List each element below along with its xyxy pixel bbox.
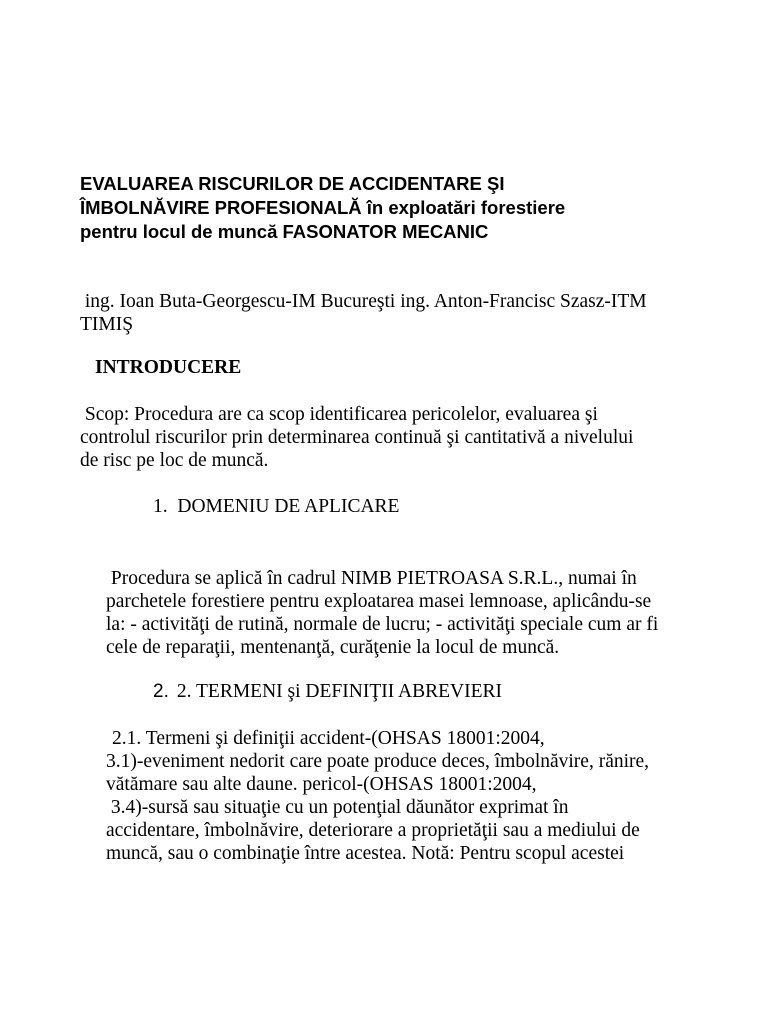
terms-paragraph (106, 727, 746, 865)
section-2-title: 2. TERMENI şi DEFINIŢII ABREVIERI (176, 681, 503, 702)
authors-line: TIMIŞ (80, 314, 134, 335)
title-line: EVALUAREA RISCURILOR DE ACCIDENTARE ŞI (80, 173, 505, 194)
terms-line: 3.1)-eveniment nedorit care poate produce deces, îmbolnăvire, rănire, (106, 751, 650, 772)
authors-paragraph (80, 290, 700, 336)
procedure-line: cele de reparaţii, mentenanţă, curăţenie la locul de muncă. (106, 637, 560, 658)
terms-line: 3.4)-sursă sau situaţie cu un potenţial dăunător exprimat în (106, 797, 569, 818)
procedure-line: parchetele forestiere pentru exploatarea masei lemnoase, aplicându-se (106, 591, 652, 612)
document-title (80, 172, 700, 244)
procedure-line: Procedura se aplică în cadrul NIMB PIETROASA S.R.L., numai în (106, 568, 637, 589)
introduction-heading: INTRODUCERE (95, 357, 242, 378)
terms-line: muncă, sau o combinaţie între acestea. Notă: Pentru scopul acestei (106, 843, 625, 864)
scope-line: de risc pe loc de muncă. (80, 450, 269, 471)
terms-line: vătămare sau alte daune. pericol-(OHSAS 18001:2004, (106, 774, 537, 795)
authors-line: ing. Ioan Buta-Georgescu-IM Bucureşti ing. Anton-Francisc Szasz-ITM (80, 291, 647, 312)
scope-line: Scop: Procedura are ca scop identificarea pericolelor, evaluarea şi (80, 404, 598, 425)
procedure-line: la: - activităţi de rutină, normale de lucru; - activităţi speciale cum ar fi (106, 614, 659, 635)
scope-paragraph (80, 403, 720, 472)
terms-line: 2.1. Termeni şi definiţii accident-(OHSAS 18001:2004, (112, 728, 545, 749)
terms-line: accidentare, îmbolnăvire, deteriorare a proprietăţii sau a mediului de (106, 820, 640, 841)
section-2-number: 2. (153, 681, 169, 702)
section-1-heading: 1. DOMENIU DE APLICARE (153, 496, 400, 517)
title-line: pentru locul de muncă FASONATOR MECANIC (80, 221, 489, 242)
section-2-heading (153, 680, 502, 703)
title-line: ÎMBOLNĂVIRE PROFESIONALĂ în exploatări forestiere (80, 197, 566, 218)
procedure-paragraph (106, 567, 746, 659)
scope-line: controlul riscurilor prin determinarea continuă şi cantitativă a nivelului (80, 427, 634, 448)
